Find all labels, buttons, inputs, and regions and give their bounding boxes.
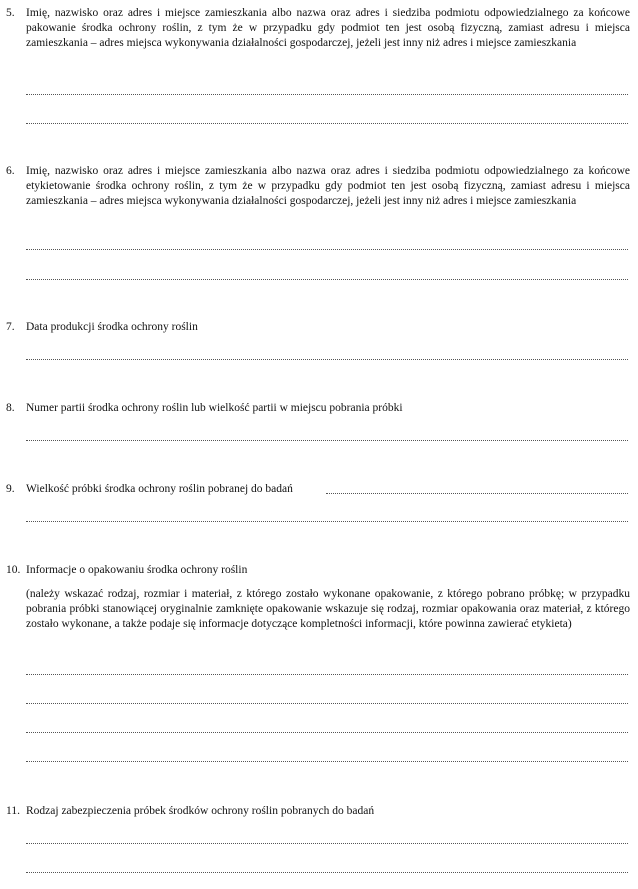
section-6-number: 6. [6, 165, 15, 177]
section-9-label: Wielkość próbki środka ochrony roślin pobranej do badań [26, 483, 293, 495]
section-5-number: 5. [6, 7, 15, 19]
section-7-label: Data produkcji środka ochrony roślin [26, 321, 198, 333]
section-7-number: 7. [6, 321, 15, 333]
section-11-label: Rodzaj zabezpieczenia próbek środków ochrony roślin pobranych do badań [26, 805, 375, 817]
section-10-answer-line-1[interactable] [26, 674, 628, 675]
section-8-number: 8. [6, 402, 15, 414]
section-11-answer-line-1[interactable] [26, 843, 628, 844]
section-10-number: 10. [6, 564, 21, 576]
section-9-number: 9. [6, 483, 15, 495]
section-6-answer-line-2[interactable] [26, 279, 628, 280]
section-9-inline-answer-line[interactable] [326, 493, 628, 494]
section-6-label: Imię, nazwisko oraz adres i miejsce zamieszkania albo nazwa oraz adres i siedziba podmiotu odpowiedzialnego za końcowe etykietowanie środka ochrony roślin, z tym że w przypadku gdy podmiot ten jest osobą fizyczną, zamiast adresu i miejsca zamieszkania – adres miejsca wykonywania działalności gospodarczej, jeżeli jest inny niż adres i miejsce zamieszkania [26, 165, 630, 207]
section-10-answer-line-4[interactable] [26, 761, 628, 762]
section-10-answer-line-3[interactable] [26, 732, 628, 733]
section-11-number: 11. [6, 805, 20, 817]
section-10-note: (należy wskazać rodzaj, rozmiar i materiał, z którego zostało wykonane opakowanie, z którego pobrano próbkę; w przypadku pobrania próbki stanowiącej oryginalnie zamknięte opakowanie wskazuje się rodzaj, rozmiar opakowania oraz materiał, z którego zostało wykonane, a także podaje się informacje dotyczące kompletności informacji, które powinna zawierać etykieta) [26, 588, 630, 630]
section-10-label: Informacje o opakowaniu środka ochrony roślin [26, 564, 248, 576]
section-6-answer-line-1[interactable] [26, 249, 628, 250]
section-9-answer-line[interactable] [26, 521, 628, 522]
section-5-answer-line-2[interactable] [26, 123, 628, 124]
section-8-label: Numer partii środka ochrony roślin lub wielkość partii w miejscu pobrania próbki [26, 402, 403, 414]
section-10-answer-line-2[interactable] [26, 703, 628, 704]
section-7-answer-line[interactable] [26, 359, 628, 360]
section-8-answer-line[interactable] [26, 440, 628, 441]
section-11-answer-line-2[interactable] [26, 872, 628, 873]
section-5-label: Imię, nazwisko oraz adres i miejsce zamieszkania albo nazwa oraz adres i siedziba podmiotu odpowiedzialnego za końcowe pakowanie środka ochrony roślin, z tym że w przypadku gdy podmiot ten jest osobą fizyczną, zamiast adresu i miejsca zamieszkania – adres miejsca wykonywania działalności gospodarczej, jeżeli jest inny niż adres i miejsce zamieszkania [26, 7, 630, 49]
section-5-answer-line-1[interactable] [26, 94, 628, 95]
